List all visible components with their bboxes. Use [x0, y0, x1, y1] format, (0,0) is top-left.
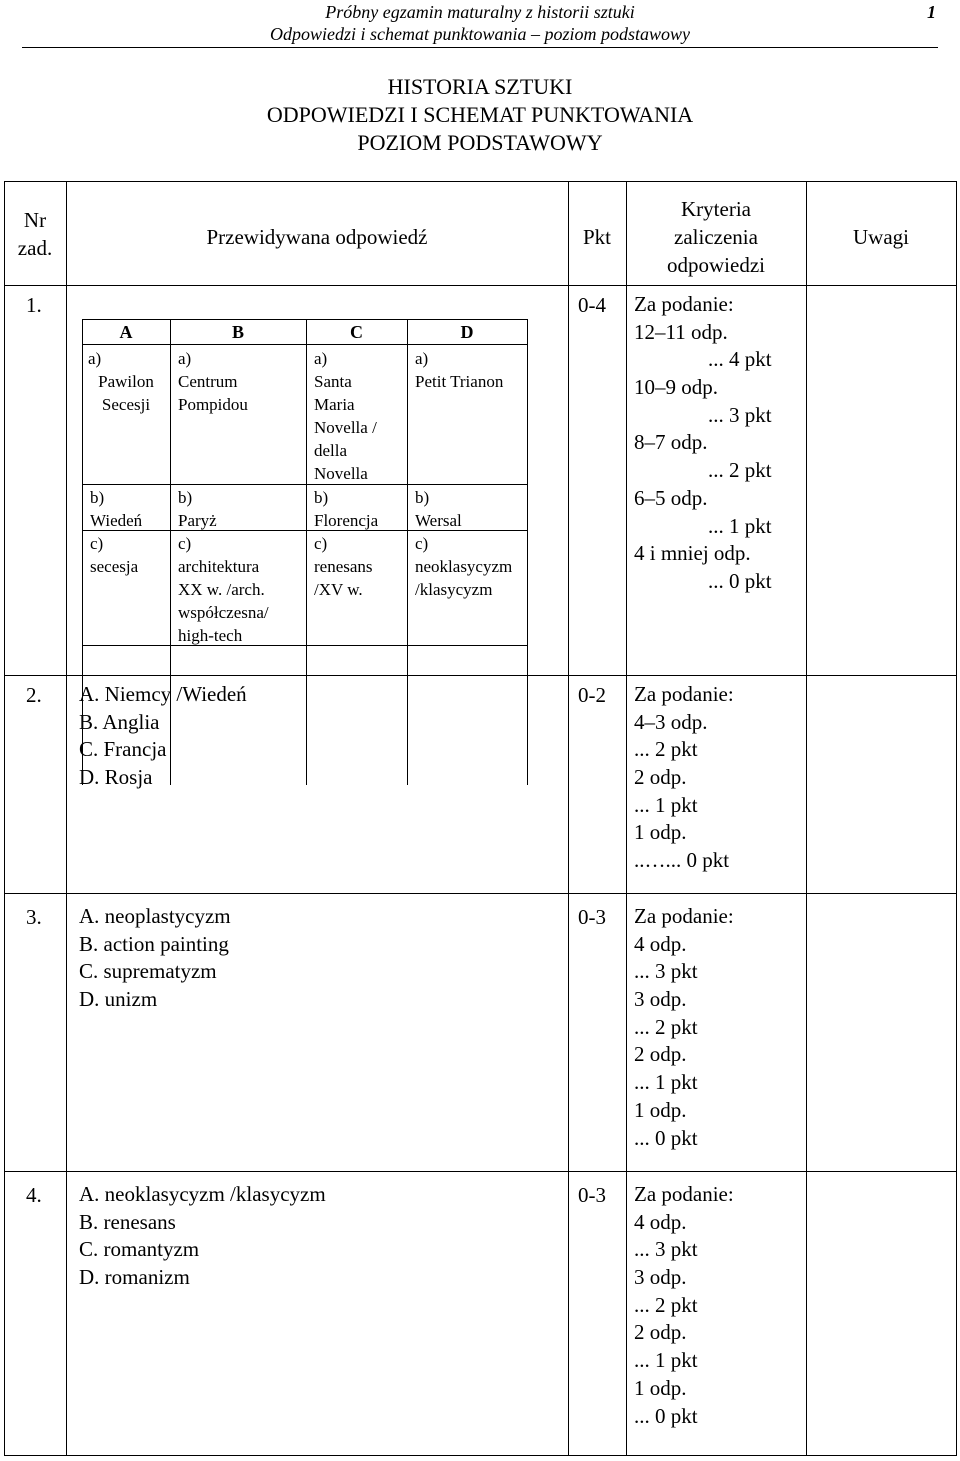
inner-cell-c-b: b) Florencja [314, 488, 379, 530]
task-3-answers: A. neoplastycyzm B. action painting C. suprematyzm D. unizm [79, 904, 231, 1012]
task-1-matching-table [82, 319, 528, 785]
inner-cell-b-b: b) Paryż [178, 488, 217, 530]
task-4-criteria: Za podanie: 4 odp. ... 3 pkt 3 odp. ... 2 pkt 2 odp. ... 1 pkt 1 odp. ... 0 pkt [634, 1182, 734, 1428]
title-line-1: HISTORIA SZTUKI [387, 74, 573, 99]
inner-cell-b-a: a) Centrum Pompidou [178, 349, 248, 414]
header-notes: Uwagi [853, 225, 909, 249]
task-3-points: 0-3 [578, 905, 606, 929]
inner-cell-d-a: a) Petit Trianon [415, 349, 504, 391]
header-subtitle: Odpowiedzi i schemat punktowania – poziom podstawowy [270, 24, 690, 44]
page-number: 1 [927, 2, 936, 22]
title-line-3: POZIOM PODSTAWOWY [357, 130, 603, 155]
task-2-answers: A. Niemcy /Wiedeń B. Anglia C. Francja D. Rosja [79, 682, 247, 790]
inner-cell-c-a: a) Santa Maria Novella / della Novella [314, 349, 377, 483]
title-line-2: ODPOWIEDZI I SCHEMAT PUNKTOWANIA [266, 102, 694, 127]
inner-cell-a-c: c) secesja [90, 534, 139, 576]
inner-cell-d-b: b) Wersal [415, 488, 462, 530]
header-task-number: Nr zad. [17, 208, 53, 260]
task-3-criteria: Za podanie: 4 odp. ... 3 pkt 3 odp. ... 2 pkt 2 odp. ... 1 pkt 1 odp. ... 0 pkt [634, 904, 734, 1150]
page-header [22, 0, 938, 48]
inner-cell-d-c: c) neoklasycyzm /klasycyzm [415, 534, 513, 599]
inner-cell-a-b: b) Wiedeń [90, 488, 143, 530]
inner-cell-a-a: a) Pawilon Secesji [88, 349, 154, 414]
header-criteria: Kryteria zaliczenia odpowiedzi [667, 197, 765, 277]
task-2-criteria: Za podanie: 4–3 odp. ... 2 pkt 2 odp. ... 1 pkt 1 odp. ..…... 0 pkt [634, 682, 734, 873]
header-exam-title: Próbny egzamin maturalny z historii sztuki [325, 2, 635, 22]
task-3-number: 3. [26, 905, 42, 929]
inner-cell-b-c: c) architektura XX w. /arch. współczesna/ high-tech [178, 534, 269, 645]
task-2-number: 2. [26, 683, 42, 707]
inner-cell-c-c: c) renesans /XV w. [314, 534, 373, 599]
inner-header-b: B [231, 322, 244, 342]
task-2-points: 0-2 [578, 683, 606, 707]
task-4-number: 4. [26, 1183, 42, 1207]
header-expected-answer: Przewidywana odpowiedź [206, 225, 428, 249]
task-4-points: 0-3 [578, 1183, 606, 1207]
inner-header-a: A [119, 322, 133, 342]
task-4-answers: A. neoklasycyzm /klasycyzm B. renesans C. romantyzm D. romanizm [79, 1182, 326, 1290]
header-points: Pkt [582, 225, 611, 249]
inner-header-d: D [460, 322, 474, 342]
task-1-number: 1. [26, 293, 42, 317]
answers-table [4, 181, 957, 1456]
inner-header-c: C [350, 322, 363, 342]
task-1-points: 0-4 [578, 293, 606, 317]
task-1-criteria: Za podanie: 12–11 odp. ... 4 pkt 10–9 odp. ... 3 pkt 8–7 odp. ... 2 pkt 6–5 odp. ... 1 pkt 4 i mniej odp. ... 0 pkt [634, 292, 772, 593]
